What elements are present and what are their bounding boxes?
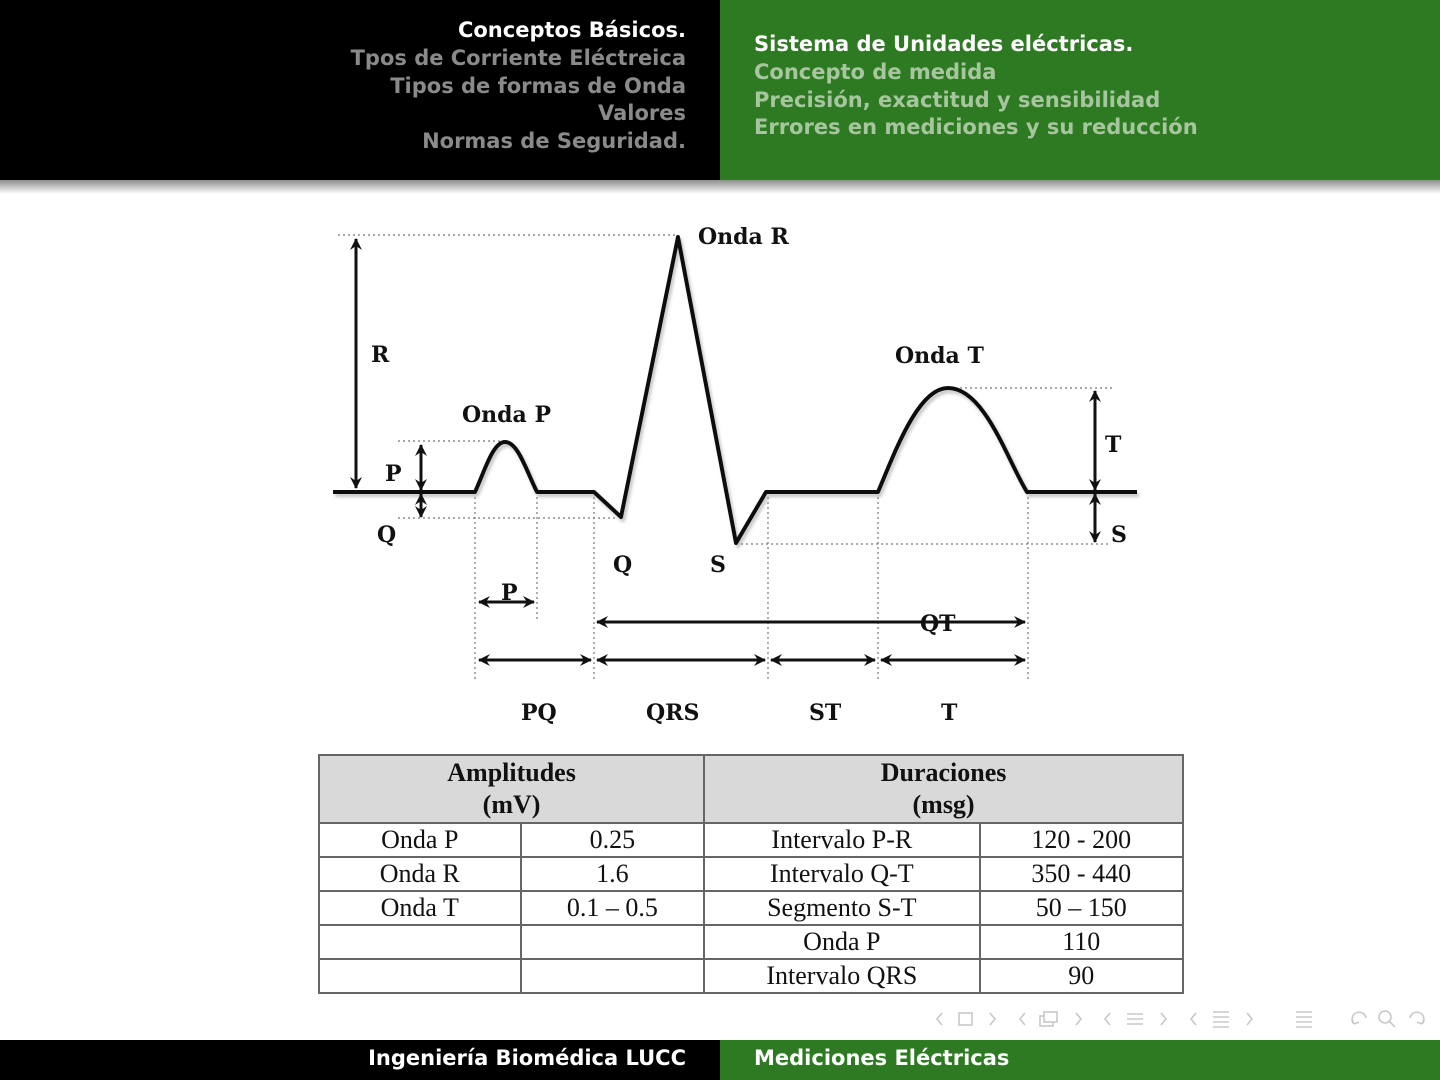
forward-icon[interactable] — [1410, 1012, 1424, 1024]
table-row — [319, 891, 1183, 925]
prev-subsection-icon[interactable] — [1020, 1013, 1025, 1025]
document-icon[interactable] — [1213, 1012, 1229, 1027]
dur-name-cell: Intervalo QRS — [704, 959, 979, 993]
nav-item-conceptos-basicos[interactable]: Conceptos Básicos. — [457, 18, 686, 42]
prev-document-icon[interactable] — [1191, 1013, 1196, 1025]
amp-name-cell: Onda P — [319, 823, 521, 857]
label-s-point: S — [710, 552, 726, 578]
amp-value-cell: 0.1 – 0.5 — [521, 891, 705, 925]
label-q-amplitude: Q — [377, 522, 397, 548]
dur-value-cell: 90 — [980, 959, 1183, 993]
prev-frame-icon[interactable] — [937, 1013, 942, 1025]
duraciones-header-unit: (msg) — [912, 790, 975, 819]
label-onda-r: Onda R — [698, 224, 789, 250]
next-document-icon[interactable] — [1247, 1013, 1252, 1025]
dur-value-cell: 350 - 440 — [980, 857, 1183, 891]
footer-institution: Ingeniería Biomédica LUCC — [368, 1046, 686, 1070]
label-s-amplitude: S — [1111, 522, 1127, 548]
footer-left — [0, 1040, 720, 1080]
dur-value-cell: 50 – 150 — [980, 891, 1183, 925]
nav-item-tipos-onda[interactable]: Tipos de formas de Onda — [390, 73, 686, 98]
nav-item-tipos-corriente[interactable]: Tpos de Corriente Eléctreica — [350, 45, 686, 70]
amp-value-cell: 0.25 — [521, 823, 705, 857]
nav-document-controls[interactable] — [1191, 1012, 1252, 1027]
label-t-amplitude: T — [1105, 432, 1122, 458]
ecg-waveform — [333, 237, 1137, 543]
label-p-amplitude: P — [385, 461, 402, 487]
nav-subsection-controls[interactable] — [1020, 1012, 1081, 1026]
label-q-point: Q — [613, 552, 633, 578]
appendix-icon[interactable] — [1296, 1012, 1312, 1027]
ecg-values-table — [318, 754, 1184, 994]
dur-value-cell: 120 - 200 — [980, 823, 1183, 857]
duraciones-header-title: Duraciones — [880, 758, 1007, 787]
label-r-amplitude: R — [371, 342, 390, 368]
label-onda-p: Onda P — [462, 402, 551, 428]
beamer-navigation — [930, 1006, 1430, 1032]
label-qrs-segment: QRS — [646, 700, 700, 726]
nav-item-normas-seguridad[interactable]: Normas de Seguridad. — [422, 129, 686, 154]
table-row — [319, 959, 1183, 993]
label-p-duration: P — [501, 580, 518, 606]
next-frame-icon[interactable] — [990, 1013, 995, 1025]
amp-value-cell — [521, 959, 705, 993]
dur-value-cell: 110 — [980, 925, 1183, 959]
table-row — [319, 823, 1183, 857]
label-pq-segment: PQ — [521, 700, 557, 726]
section-icon[interactable] — [1127, 1014, 1143, 1024]
nav-item-errores[interactable]: Errores en mediciones y su reducción — [754, 115, 1198, 140]
slide-footer — [0, 1040, 1440, 1080]
frame-icon[interactable] — [959, 1013, 972, 1025]
nav-item-valores[interactable]: Valores — [598, 101, 686, 126]
nav-item-sistema-unidades[interactable]: Sistema de Unidades eléctricas. — [754, 32, 1134, 56]
footer-right — [720, 1040, 1440, 1080]
dur-name-cell: Onda P — [704, 925, 979, 959]
next-section-icon[interactable] — [1161, 1013, 1166, 1025]
amp-name-cell: Onda R — [319, 857, 521, 891]
label-st-segment: ST — [809, 700, 842, 726]
amp-name-cell — [319, 925, 521, 959]
amp-value-cell — [521, 925, 705, 959]
amp-name-cell: Onda T — [319, 891, 521, 925]
amplitudes-header-unit: (mV) — [482, 790, 541, 819]
back-icon[interactable] — [1352, 1012, 1366, 1024]
dur-name-cell: Segmento S-T — [704, 891, 979, 925]
duraciones-header — [704, 755, 1183, 823]
nav-item-precision[interactable]: Precisión, exactitud y sensibilidad — [754, 87, 1161, 112]
nav-item-concepto-medida[interactable]: Concepto de medida — [754, 59, 997, 84]
label-onda-t: Onda T — [895, 343, 984, 369]
amplitudes-header — [319, 755, 704, 823]
nav-frame-controls[interactable] — [937, 1013, 995, 1025]
footer-course-title: Mediciones Eléctricas — [754, 1046, 1010, 1070]
prev-section-icon[interactable] — [1105, 1013, 1110, 1025]
label-qt-interval: QT — [920, 611, 956, 637]
nav-section-controls[interactable] — [1105, 1013, 1166, 1025]
amp-value-cell: 1.6 — [521, 857, 705, 891]
dur-name-cell: Intervalo Q-T — [704, 857, 979, 891]
dur-name-cell: Intervalo P-R — [704, 823, 979, 857]
amp-name-cell — [319, 959, 521, 993]
table-row — [319, 857, 1183, 891]
reference-lines — [338, 235, 1115, 680]
label-t-segment: T — [941, 700, 958, 726]
table-row — [319, 925, 1183, 959]
amplitudes-header-title: Amplitudes — [447, 758, 576, 787]
next-subsection-icon[interactable] — [1076, 1013, 1081, 1025]
